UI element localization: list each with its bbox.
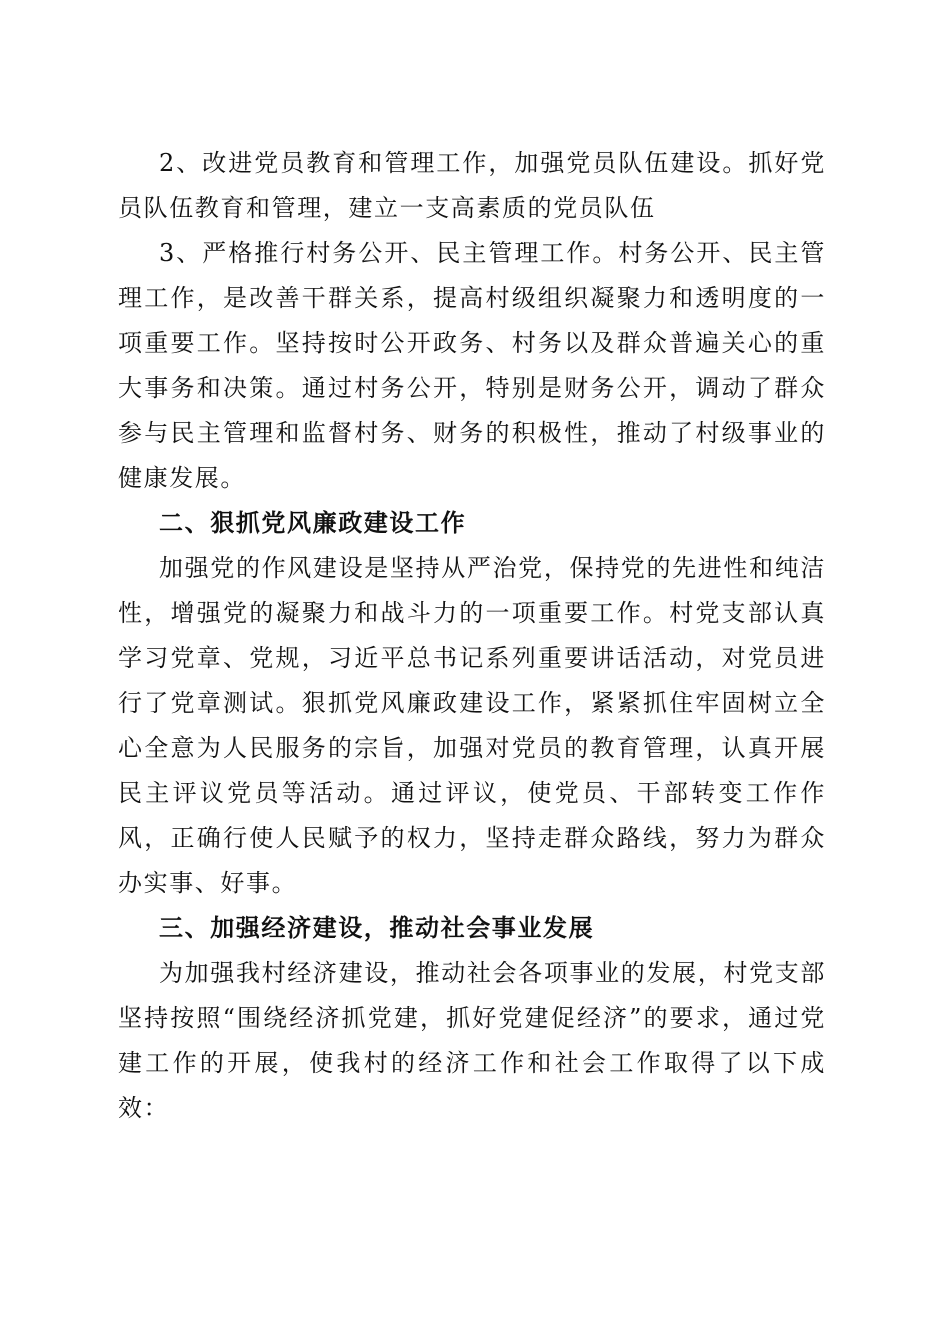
paragraph-party-conduct: 加强党的作风建设是坚持从严治党，保持党的先进性和纯洁性，增强党的凝聚力和战斗力的一项重要工作。村党支部认真学习党章、党规，习近平总书记系列重要讲话活动，对党员进行了党章测试。狠抓党风廉政建设工作，紧紧抓住牢固树立全心全意为人民服务的宗旨，加强对党员的教育管理，认真开展民主评议党员等活动。通过评议，使党员、干部转变工作作风，正确行使人民赋予的权力，坚持走群众路线，努力为群众办实事、好事。 <box>118 554 826 897</box>
section-heading-3: 三、加强经济建设，推动社会事业发展 <box>159 914 595 942</box>
paragraph-item-2: 2、改进党员教育和管理工作，加强党员队伍建设。抓好党员队伍教育和管理，建立一支高素质的党员队伍 <box>118 149 826 222</box>
section-heading-2: 二、狠抓党风廉政建设工作 <box>159 509 467 537</box>
paragraph-item-3: 3、严格推行村务公开、民主管理工作。村务公开、民主管理工作，是改善干群关系，提高村级组织凝聚力和透明度的一项重要工作。坚持按时公开政务、村务以及群众普遍关心的重大事务和决策。通过村务公开，特别是财务公开，调动了群众参与民主管理和监督村务、财务的积极性，推动了村级事业的健康发展。 <box>118 239 826 492</box>
paragraph-economic-construction: 为加强我村经济建设，推动社会各项事业的发展，村党支部坚持按照“围绕经济抓党建，抓好党建促经济”的要求，通过党建工作的开展，使我村的经济工作和社会工作取得了以下成效： <box>118 959 826 1122</box>
document-page <box>118 141 826 1131</box>
